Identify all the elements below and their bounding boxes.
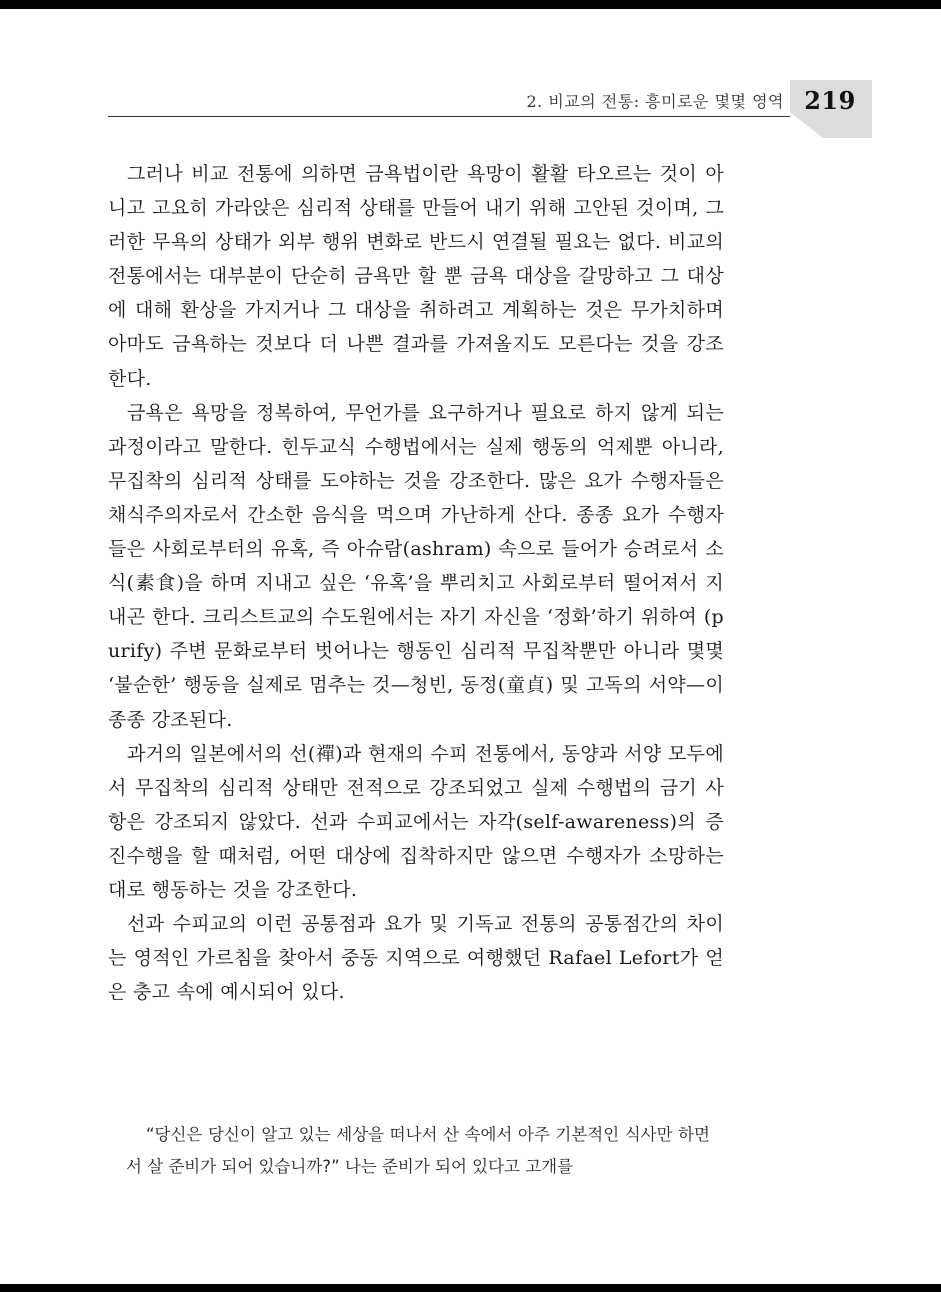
paragraph: 과거의 일본에서의 선(禪)과 현재의 수피 전통에서, 동양과 서양 모두에서 무집착의 심리적 상태만 전적으로 강조되었고 실제 수행법의 금기 사항은 강조되지 않았다. 선과 수피교에서는 자각(self-awareness)의 증진수행을 할 때처럼, 어떤 대상에 집착하지만 않으면 수행자가 소망하는 대로 행동하는 것을 강조한다. [108, 742, 724, 901]
paragraph: 선과 수피교의 이런 공통점과 요가 및 기독교 전통의 공통점간의 차이는 영적인 가르침을 찾아서 중동 지역으로 여행했던 Rafael Lefort가 얻은 충고 속에 예시되어 있다. [108, 913, 724, 1004]
running-header [108, 86, 790, 117]
running-header-title: 2. 비교의 전통: 흥미로운 몇몇 영역 [526, 92, 784, 111]
quote-text: “당신은 당신이 알고 있는 세상을 떠나서 산 속에서 아주 기본적인 식사만 하면서 살 준비가 되어 있습니까?” 나는 준비가 되어 있다고 고개를 [126, 1125, 710, 1176]
main-body-text [108, 157, 724, 1009]
block-quote [126, 1119, 710, 1183]
paragraph: 금욕은 욕망을 정복하여, 무언가를 요구하거나 필요로 하지 않게 되는 과정이라고 말한다. 힌두교식 수행법에서는 실제 행동의 억제뿐 아니라, 무집착의 심리적 상태를 도야하는 것을 강조한다. 많은 요가 수행자들은 채식주의자로서 간소한 음식을 먹으며 가난하게 산다. 종종 요가 수행자들은 사회로부터의 유혹, 즉 아슈람(ashram) 속으로 들어가 승려로서 소식(素食)을 하며 지내고 싶은 ‘유혹’을 뿌리치고 사회로부터 떨어져서 지내곤 한다. 크리스트교의 수도원에서는 자기 자신을 ‘정화’하기 위하여 (purify) 주변 문화로부터 벗어나는 행동인 심리적 무집착뿐만 아니라 몇몇 ‘불순한’ 행동을 실제로 멈추는 것—청빈, 동정(童貞) 및 고독의 서약—이 종종 강조된다. [108, 401, 724, 731]
bottom-border-bar [0, 1284, 941, 1292]
page-number: 219 [804, 86, 856, 115]
paragraph: 그러나 비교 전통에 의하면 금욕법이란 욕망이 활활 타오르는 것이 아니고 고요히 가라앉은 심리적 상태를 만들어 내기 위해 고안된 것이며, 그러한 무욕의 상태가 외부 행위 변화로 반드시 연결될 필요는 없다. 비교의 전통에서는 대부분이 단순히 금욕만 할 뿐 금욕 대상을 갈망하고 그 대상에 대해 환상을 가지거나 그 대상을 취하려고 계획하는 것은 무가치하며 아마도 금욕하는 것보다 더 나쁜 결과를 가져올지도 모른다는 것을 강조한다. [108, 163, 724, 390]
top-border-bar [0, 0, 941, 9]
